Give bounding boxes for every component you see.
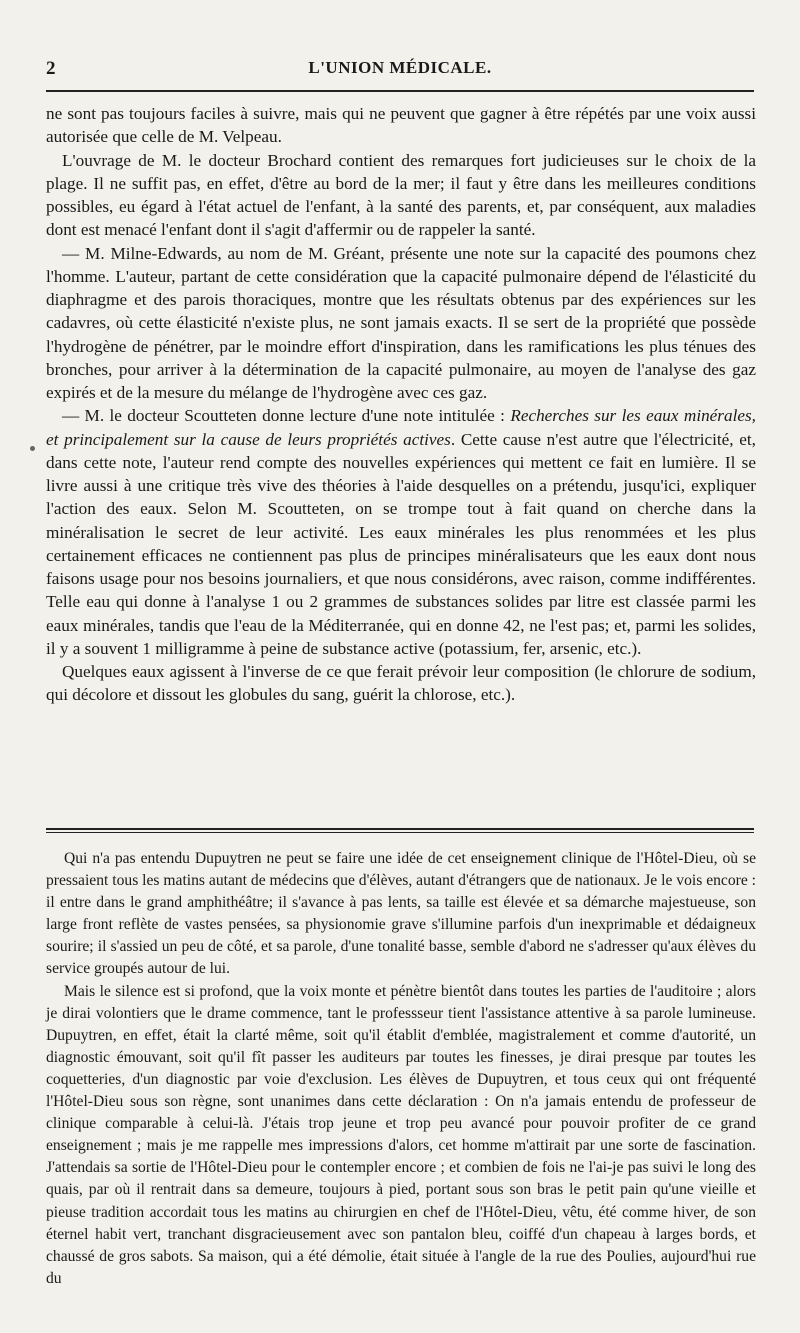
article-paragraph-5: Quelques eaux agissent à l'inverse de ce que ferait prévoir leur composition (le chlorure de sodium, qui décolore et dissout les globules du sang, guérit la chlorose, etc.). <box>46 662 756 705</box>
margin-mark <box>30 446 35 451</box>
feuilleton-paragraph-1: Qui n'a pas entendu Dupuytren ne peut se faire une idée de cet enseignement clinique de l'Hôtel-Dieu, où se pressaient tous les matins autant de médecins que d'élèves, autant d'étrangers que de nationaux. Je le vois encore : il entre dans le grand amphithéâtre; il s'avance à pas lents, sa taille est élevée et sa démarche majestueuse, son large front reflète de vastes pensées, sa physionomie grave s'illumine parfois d'un inexprimable et dédaigneux sourire; il s'assied un peu de côté, et sa parole, d'une tonalité basse, semble d'abord ne s'adresser qu'aux élèves du service groupés autour de lui. <box>46 850 756 978</box>
article-paragraph-4 <box>46 404 756 660</box>
page-header <box>46 58 754 84</box>
page-number: 2 <box>46 58 56 79</box>
article-body <box>46 102 756 707</box>
feuilleton-separator <box>46 828 754 836</box>
article-paragraph-2: L'ouvrage de M. le docteur Brochard contient des remarques fort judicieuses sur le choix de la plage. Il ne suffit pas, en effet, d'être au bord de la mer; il faut y être dans les meilleures conditions possibles, eu égard à l'état actuel de l'enfant, à la santé des parents, et, par conséquent, aux maladies dont est menacé l'enfant dont il s'agit d'affermir ou de rappeler la santé. <box>46 150 756 240</box>
article-paragraph-4-intro: — M. le docteur Scoutteten donne lecture d'une note intitulée : <box>62 406 511 426</box>
running-title: L'UNION MÉDICALE. <box>308 58 492 77</box>
article-paragraph-4-rest: . Cette cause n'est autre que l'électricité, et, dans cette note, l'auteur rend compte des nouvelles expériences qui mettent ce fait en lumière. Il se livre aussi à une critique très vive des théories à l'aide desquelles on a prétendu, jusqu'ici, expliquer l'action des eaux. Selon M. Scoutteten, on se trompe tout à fait quand on cherche dans la minéralisation le secret de leur activité. Les eaux minérales les plus renommées et les plus certainement efficaces ne contiennent pas plus de principes minéralisateurs que les eaux dont nous faisons usage pour nos besoins journaliers, et que nous considérons, avec raison, comme indifférentes. Telle eau qui donne à l'analyse 1 ou 2 grammes de substances solides par litre est classée parmi les eaux minérales, tandis que l'eau de la Méditerranée, qui en donne 42, ne l'est pas; et, parmi les solides, il y a souvent 1 milligramme à peine de substance active (potassium, fer, arsenic, etc.). <box>46 429 756 658</box>
header-rule <box>46 90 754 92</box>
article-paragraph-3: — M. Milne-Edwards, au nom de M. Gréant, présente une note sur la capacité des poumons chez l'homme. L'auteur, partant de cette considération que la capacité pulmonaire dépend de l'élasticité du diaphragme et des parois thoraciques, montre que les résultats obtenus par des expériences sur les cadavres, où cette élasticité n'existe plus, ne sont jamais exacts. Il se sert de la propriété que possède l'hydrogène de pénétrer, par le moindre effort d'inspiration, dans les ramifications les plus ténues des bronches, pour arriver à la détermination de la capacité pulmonaire, au moyen de l'analyse des gaz expirés et de la mesure du mélange de l'hydrogène avec ces gaz. <box>46 243 756 402</box>
article-paragraph-1: ne sont pas toujours faciles à suivre, mais qui ne peuvent que gagner à être répétés par une voix aussi autorisée que celle de M. Velpeau. <box>46 104 756 147</box>
feuilleton-body <box>46 848 756 1290</box>
feuilleton-paragraph-2: Mais le silence est si profond, que la voix monte et pénètre bientôt dans toutes les parties de l'auditoire ; alors je dirai volontiers que le drame commence, tant le professseur tient l'assistance attentive à sa parole lumineuse. Dupuytren, en effet, était la clarté même, soit qu'il établit d'emblée, magistralement et comme d'autorité, un diagnostic émouvant, soit qu'il fît passer les auditeurs par toutes les finesses, je dirai presque par toutes les coquetteries, d'un diagnostic par voie d'exclusion. Les élèves de Dupuytren, et tous ceux qui ont fréquenté l'Hôtel-Dieu sous son règne, sont unanimes dans cette déclaration : On n'a jamais entendu de professeur de clinique comparable à celui-là. J'étais trop jeune et trop peu avancé pour pouvoir profiter de ce grand enseignement ; mais je me rappelle mes impressions d'alors, cet homme m'attirait par une sorte de fascination. J'attendais sa sortie de l'Hôtel-Dieu pour le contempler encore ; et combien de fois ne l'ai-je pas suivi le long des quais, par où il rentrait dans sa demeure, toujours à pied, portant sous son bras le petit pain qu'une vieille et pieuse tradition accordait tous les matins au chirurgien en chef de l'Hôtel-Dieu, vêtu, été comme hiver, de son éternel habit vert, tranchant disgracieusement avec son pantalon bleu, coiffé d'un chapeau à larges bords, et chaussé de gros sabots. Sa maison, qui a été démolie, était située à l'angle de la rue des Poulies, aujourd'hui rue du <box>46 982 756 1287</box>
note-title: Recherches sur les eaux minérales, et principalement sur la cause de leurs propriétés actives <box>46 406 756 449</box>
